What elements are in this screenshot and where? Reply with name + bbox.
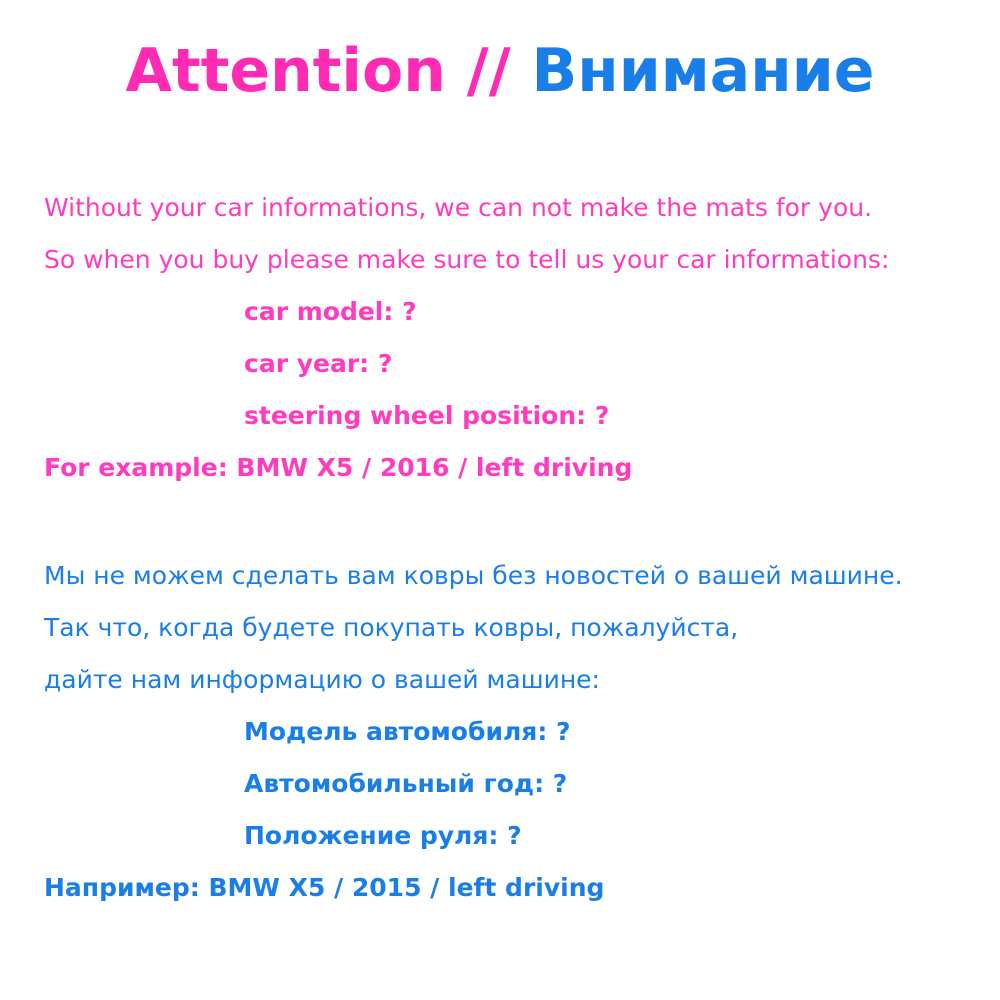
page-title-english: Attention xyxy=(125,36,446,106)
page-title xyxy=(0,36,1000,106)
english-line-2: So when you buy please make sure to tell us your car informations: xyxy=(44,245,890,274)
english-instructions-block xyxy=(44,182,974,494)
english-field-car-year: car year: ? xyxy=(244,349,393,378)
english-line-1: Without your car informations, we can not make the mats for you. xyxy=(44,193,873,222)
russian-example: Например: BMW X5 / 2015 / left driving xyxy=(44,873,605,902)
russian-line-1: Мы не можем сделать вам ковры без новостей о вашей машине. xyxy=(44,561,903,590)
russian-line-2: Так что, когда будете покупать ковры, пожалуйста, xyxy=(44,613,739,642)
russian-line-3: дайте нам информацию о вашей машине: xyxy=(44,665,600,694)
russian-field-car-model: Модель автомобиля: ? xyxy=(244,717,571,746)
english-field-car-model: car model: ? xyxy=(244,297,417,326)
english-example: For example: BMW X5 / 2016 / left driving xyxy=(44,453,633,482)
russian-field-steering-wheel-position: Положение руля: ? xyxy=(244,821,522,850)
page-title-separator: // xyxy=(445,36,532,106)
page-title-russian: Внимание xyxy=(531,36,875,106)
russian-instructions-block xyxy=(44,550,974,914)
russian-field-car-year: Автомобильный год: ? xyxy=(244,769,568,798)
english-field-steering-wheel-position: steering wheel position: ? xyxy=(244,401,610,430)
